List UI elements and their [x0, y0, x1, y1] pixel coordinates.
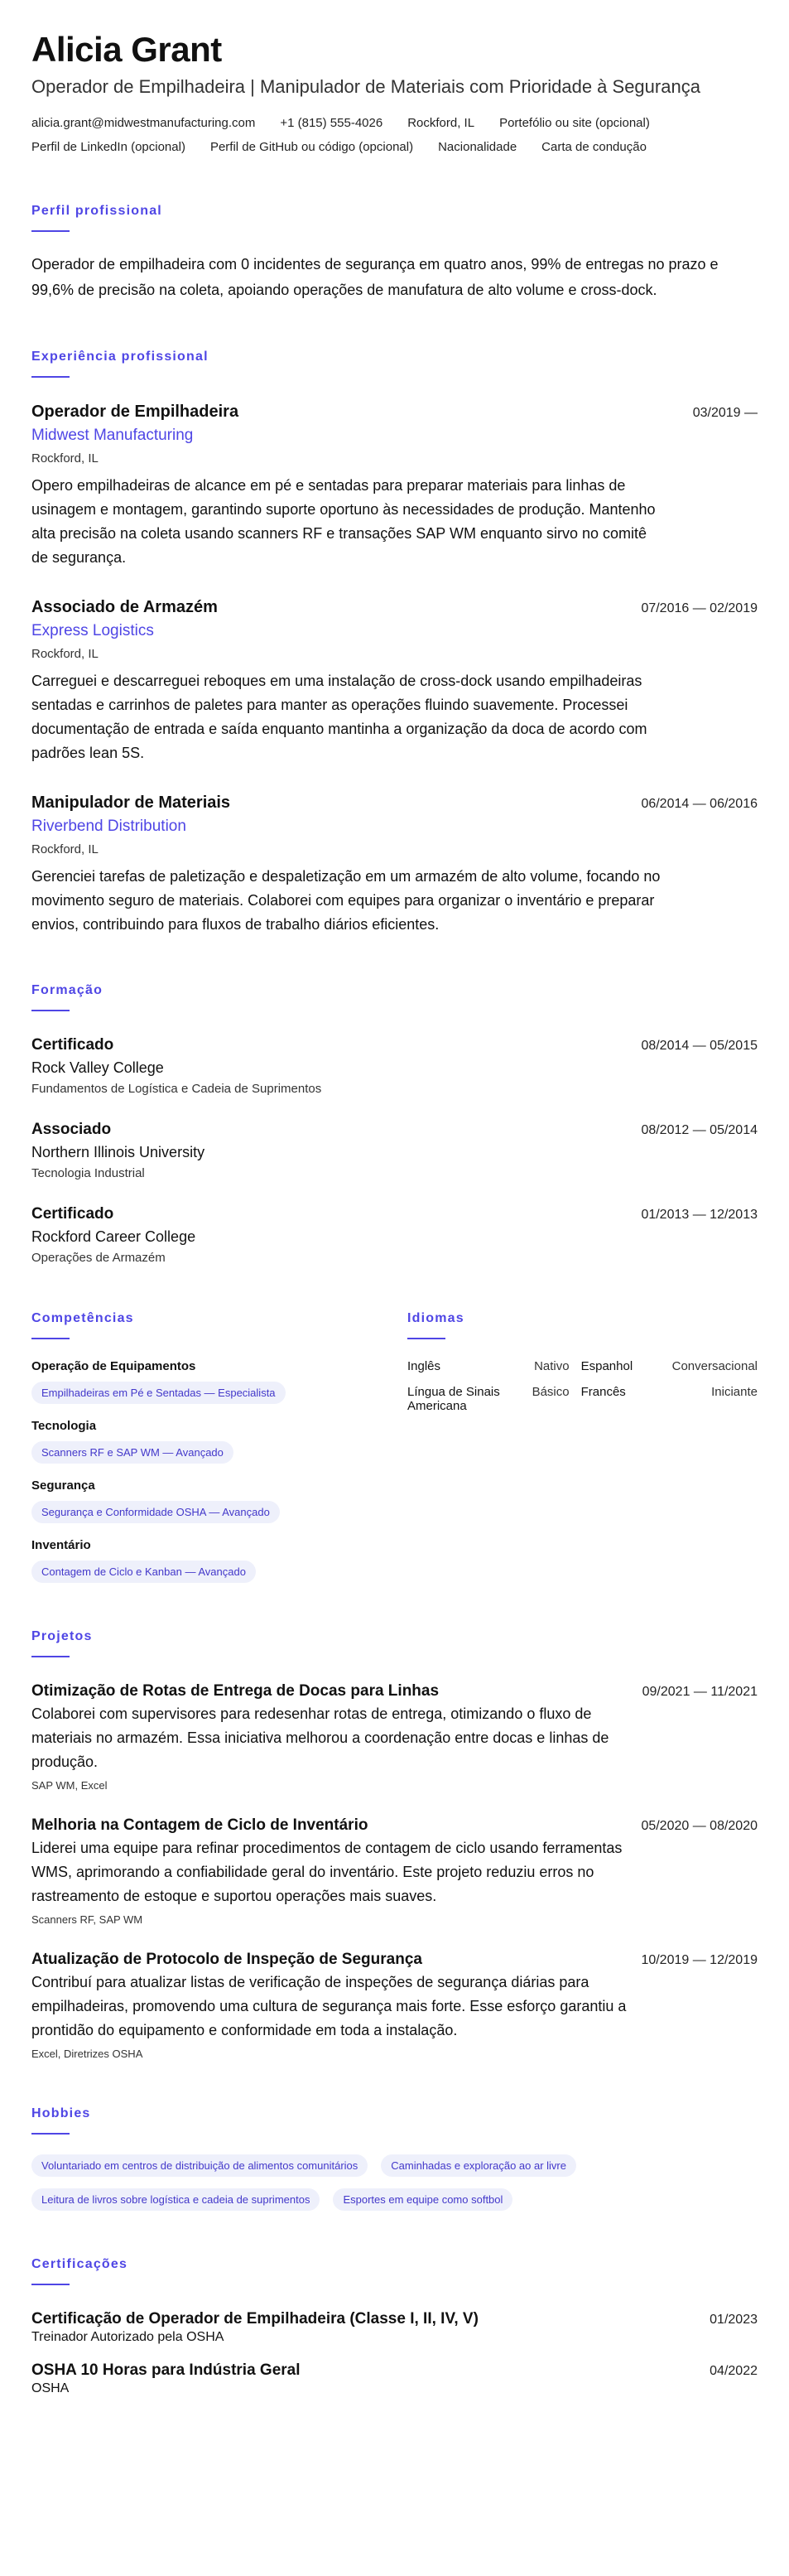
skill-group: [31, 1359, 407, 1404]
section-divider: [31, 1338, 70, 1339]
certification-name: Certificação de Operador de Empilhadeira (Classe I, II, IV, V): [31, 2310, 479, 2328]
field-of-study: Tecnologia Industrial: [31, 1166, 145, 1180]
skill-chip: Empilhadeiras em Pé e Sentadas — Especialista: [31, 1382, 286, 1404]
candidate-name: Alicia Grant: [31, 30, 222, 69]
candidate-headline: Operador de Empilhadeira | Manipulador de Materiais com Prioridade à Segurança: [31, 76, 700, 97]
section-title: Idiomas: [407, 1311, 464, 1325]
hobby-chip: Voluntariado em centros de distribuição de alimentos comunitários: [31, 2154, 368, 2177]
projects-section: [31, 1629, 758, 2060]
skill-group: [31, 1419, 407, 1464]
section-title: Projetos: [31, 1629, 93, 1643]
section-divider: [31, 2133, 70, 2135]
project-item: [31, 1951, 758, 2060]
certification-issuer: OSHA: [31, 2381, 70, 2395]
skill-chip: Segurança e Conformidade OSHA — Avançado: [31, 1501, 280, 1523]
section-divider: [31, 376, 70, 378]
field-of-study: Fundamentos de Logística e Cadeia de Suprimentos: [31, 1082, 322, 1096]
school-name: Rockford Career College: [31, 1228, 196, 1245]
experience-item: [31, 598, 758, 765]
project-title: Atualização de Protocolo de Inspeção de Segurança: [31, 1951, 422, 1968]
certification-name: OSHA 10 Horas para Indústria Geral: [31, 2361, 301, 2379]
certification-date: 04/2022: [710, 2364, 758, 2378]
section-title: Competências: [31, 1311, 134, 1325]
skill-chip: Contagem de Ciclo e Kanban — Avançado: [31, 1561, 256, 1583]
skill-group-name: Operação de Equipamentos: [31, 1359, 196, 1373]
degree: Certificado: [31, 1036, 114, 1054]
language-name: Espanhol: [580, 1359, 633, 1373]
company-name: Express Logistics: [31, 622, 154, 639]
hobby-chip: Leitura de livros sobre logística e cadeia de suprimentos: [31, 2188, 320, 2211]
summary-text: Operador de empilhadeira com 0 incidentes de segurança em quatro anos, 99% de entregas no prazo e 99,6% de precisão na coleta, apoiando operações de manufatura de alto volume e cross-dock.: [31, 256, 719, 298]
project-title: Melhoria na Contagem de Ciclo de Inventário: [31, 1816, 368, 1834]
contact-list: [31, 116, 760, 154]
language-level: Básico: [532, 1385, 570, 1399]
project-item: [31, 1682, 758, 1792]
company-name: Midwest Manufacturing: [31, 427, 194, 444]
job-dates: 07/2016 — 02/2019: [641, 601, 758, 615]
hobbies-section: [31, 2106, 758, 2211]
project-description: Liderei uma equipe para refinar procedimentos de contagem de ciclo usando ferramentas WMS, aprimorando a confiabilidade geral do inventário. Este projeto reduziu erros no rastreamento de estoque e suportou operações mais suaves.: [31, 1840, 623, 1904]
project-tech: Excel, Diretrizes OSHA: [31, 2048, 143, 2060]
project-dates: 05/2020 — 08/2020: [641, 1819, 758, 1833]
resume-header: [31, 28, 758, 154]
skill-group-name: Tecnologia: [31, 1419, 97, 1433]
job-description: Opero empilhadeiras de alcance em pé e sentadas para preparar materiais para linhas de usinagem e montagem, garantindo suporte oportuno às necessidades de produção. Mantenho alta precisão na coleta usando scanners RF e transações SAP WM enquanto sirvo no comitê de segurança.: [31, 477, 656, 566]
job-location: Rockford, IL: [31, 451, 99, 466]
job-dates: 06/2014 — 06/2016: [641, 797, 758, 811]
experience-item: [31, 403, 758, 570]
section-title: Perfil profissional: [31, 204, 162, 218]
field-of-study: Operações de Armazém: [31, 1251, 166, 1265]
job-description: Gerenciei tarefas de paletização e despaletização em um armazém de alto volume, focando no movimento seguro de materiais. Colaborei com equipes para organizar o inventário e preparar envios, contribuindo para fluxos de trabalho diários eficientes.: [31, 868, 661, 933]
project-tech: Scanners RF, SAP WM: [31, 1913, 143, 1926]
language-name: Francês: [580, 1385, 626, 1399]
contact-email[interactable]: alicia.grant@midwestmanufacturing.com: [31, 116, 256, 130]
project-title: Otimização de Rotas de Entrega de Docas para Linhas: [31, 1682, 440, 1700]
skill-group: [31, 1479, 407, 1523]
project-description: Colaborei com supervisores para redesenhar rotas de entrega, otimizando o fluxo de materiais no armazém. Essa iniciativa melhorou a coordenação entre docas e linhas de produção.: [31, 1705, 609, 1770]
education-section: [31, 983, 758, 1265]
skills-column: [31, 1311, 407, 1583]
languages-column: [407, 1311, 758, 1583]
degree: Associado: [31, 1121, 112, 1138]
skill-group: [31, 1538, 407, 1583]
hobby-chip: Esportes em equipe como softbol: [333, 2188, 512, 2211]
certifications-section: [31, 2257, 758, 2396]
job-location: Rockford, IL: [31, 842, 99, 856]
section-divider: [31, 1010, 70, 1011]
job-title: Manipulador de Materiais: [31, 794, 231, 812]
certification-date: 01/2023: [710, 2313, 758, 2327]
section-title: Hobbies: [31, 2106, 91, 2120]
section-divider: [31, 2284, 70, 2285]
education-item: [31, 1205, 758, 1265]
skill-chip: Scanners RF e SAP WM — Avançado: [31, 1441, 233, 1464]
language-name: Inglês: [407, 1359, 441, 1373]
job-dates: 03/2019 —: [692, 406, 758, 420]
skill-group-name: Segurança: [31, 1479, 95, 1493]
section-divider: [31, 230, 70, 232]
section-title: Experiência profissional: [31, 350, 209, 364]
skills-languages-section: [31, 1311, 758, 1583]
summary-section: [31, 204, 758, 303]
education-dates: 08/2012 — 05/2014: [641, 1123, 758, 1137]
experience-item: [31, 794, 758, 937]
section-divider: [407, 1338, 445, 1339]
certification-item: [31, 2310, 758, 2345]
certification-item: [31, 2361, 758, 2396]
job-title: Operador de Empilhadeira: [31, 403, 239, 421]
education-dates: 01/2013 — 12/2013: [641, 1208, 758, 1222]
certification-issuer: Treinador Autorizado pela OSHA: [31, 2330, 224, 2344]
project-description: Contribuí para atualizar listas de verificação de inspeções de segurança diárias para empilhadeiras, promovendo uma cultura de segurança mais forte. Esse esforço garantiu a prontidão do equipamento e conformidade em toda a instalação.: [31, 1974, 627, 2038]
contact-portfolio[interactable]: Portefólio ou site (opcional): [499, 116, 650, 130]
section-title: Certificações: [31, 2257, 128, 2271]
contact-phone[interactable]: +1 (815) 555-4026: [280, 116, 383, 130]
language-level: Conversacional: [671, 1359, 758, 1373]
school-name: Rock Valley College: [31, 1059, 164, 1076]
project-tech: SAP WM, Excel: [31, 1779, 108, 1792]
experience-section: [31, 350, 758, 937]
skill-group-name: Inventário: [31, 1538, 91, 1552]
job-description: Carreguei e descarreguei reboques em uma instalação de cross-dock usando empilhadeiras sentadas e carrinhos de paletes para manter as operações fluindo suavemente. Processei documentação de entrada e saída enquanto mantinha a organização da doca de acordo com padrões lean 5S.: [31, 673, 647, 761]
project-dates: 10/2019 — 12/2019: [641, 1953, 758, 1967]
contact-nationality: Nacionalidade: [438, 140, 517, 154]
company-name: Riverbend Distribution: [31, 818, 186, 835]
section-title: Formação: [31, 983, 103, 997]
language-level: Nativo: [534, 1359, 570, 1373]
section-divider: [31, 1656, 70, 1657]
hobbies-list: [31, 2146, 760, 2211]
contact-linkedin[interactable]: Perfil de LinkedIn (opcional): [31, 140, 185, 154]
contact-driving-license: Carta de condução: [541, 140, 647, 154]
language-name: Língua de Sinais Americana: [407, 1385, 500, 1413]
education-dates: 08/2014 — 05/2015: [641, 1039, 758, 1053]
job-title: Associado de Armazém: [31, 598, 218, 616]
project-dates: 09/2021 — 11/2021: [642, 1685, 758, 1699]
education-item: [31, 1036, 758, 1096]
project-item: [31, 1816, 758, 1926]
hobby-chip: Caminhadas e exploração ao ar livre: [381, 2154, 576, 2177]
contact-location: Rockford, IL: [407, 116, 475, 130]
school-name: Northern Illinois University: [31, 1144, 205, 1160]
job-location: Rockford, IL: [31, 647, 99, 661]
languages-list: [407, 1359, 758, 1413]
education-item: [31, 1121, 758, 1180]
degree: Certificado: [31, 1205, 114, 1223]
contact-github[interactable]: Perfil de GitHub ou código (opcional): [209, 140, 414, 154]
language-level: Iniciante: [711, 1385, 758, 1399]
